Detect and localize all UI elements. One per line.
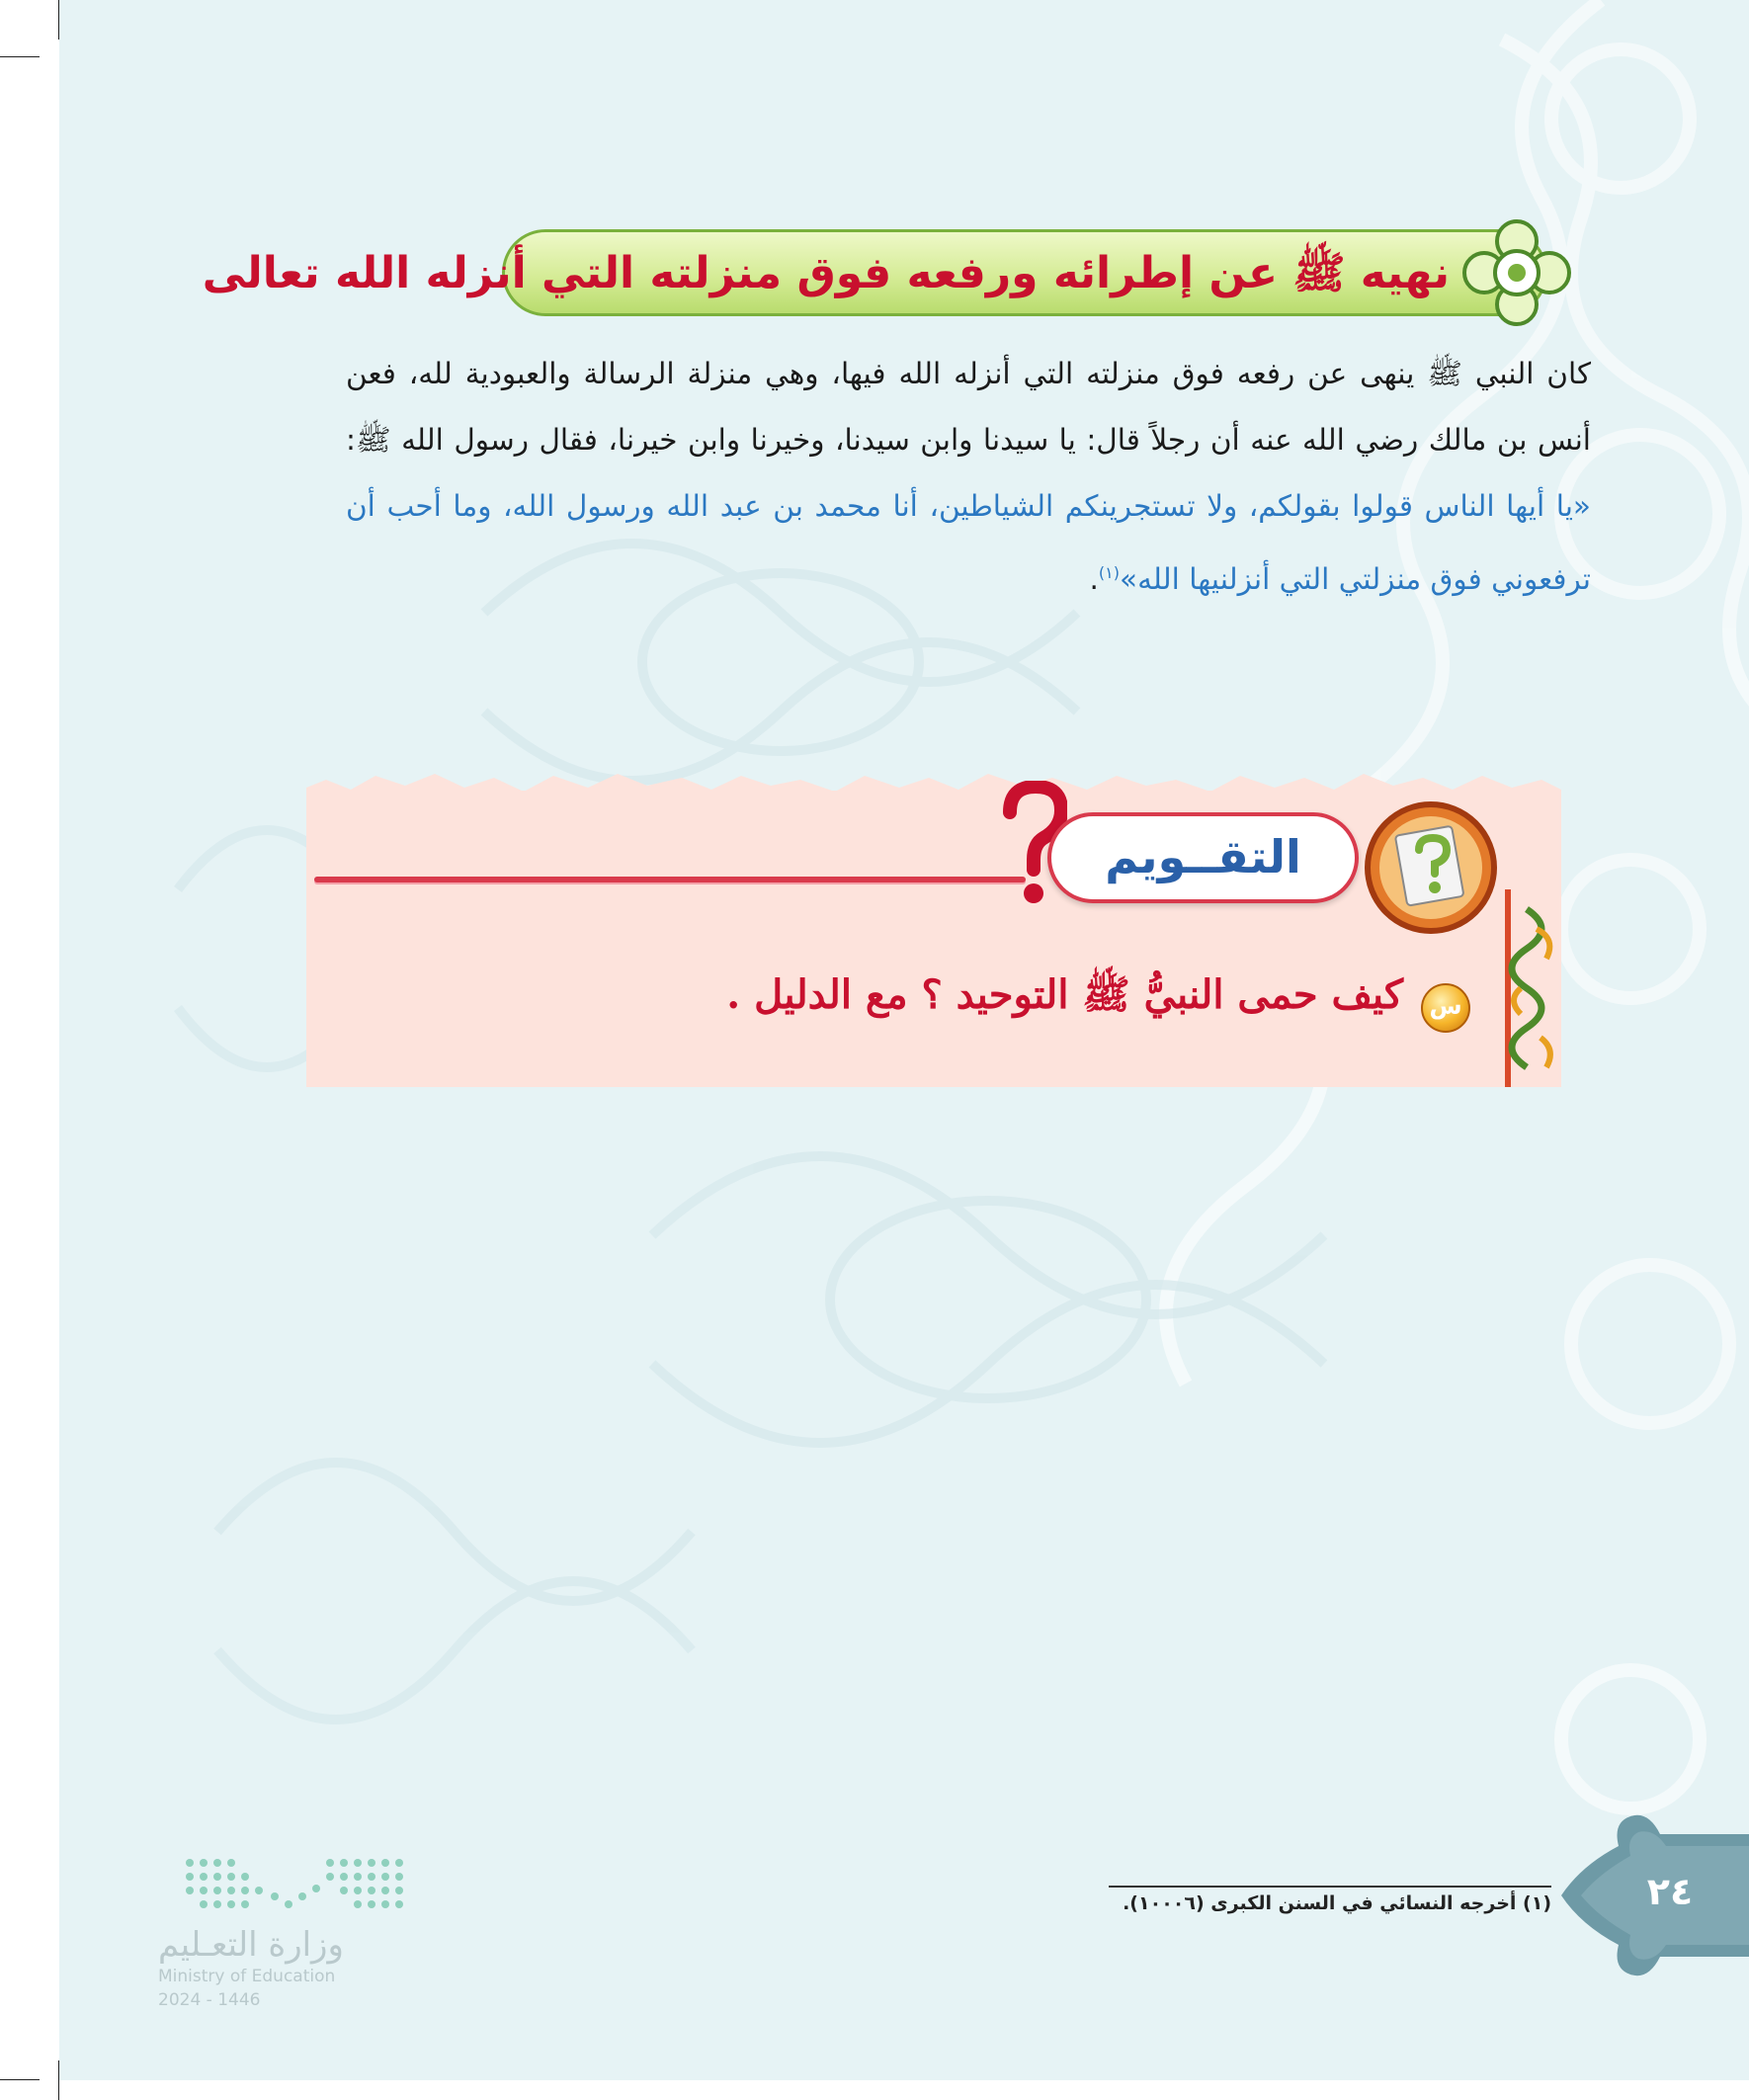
evaluation-title: التقــويم — [1105, 830, 1301, 883]
body-intro-text: كان النبي ﷺ ينهى عن رفعه فوق منزلته التي أنزله الله فيها، وهي منزلة الرسالة والعبودية لله، فعن أنس بن مالك رضي الله عنه أن رجلاً قال: يا سيدنا وابن سيدنا، وخيرنا وابن خيرنا، فقال رسول الله ﷺ: — [346, 357, 1591, 457]
footnote: (١) أخرجه النسائي في السنن الكبرى (١٠٠٠٦). — [1123, 1892, 1551, 1914]
side-vine-ornament-icon — [1497, 889, 1566, 1087]
footnote-reference: (١) — [1098, 563, 1121, 582]
question-badge — [1421, 983, 1470, 1033]
evaluation-badge-icon — [1362, 798, 1500, 937]
evaluation-title-pill — [1047, 812, 1359, 903]
evaluation-divider-rule — [314, 877, 1026, 882]
ministry-logo-dots-icon — [180, 1853, 407, 1922]
evaluation-question: كيف حمى النبيُّ ﷺ التوحيد ؟ مع الدليل . — [726, 971, 1403, 1018]
question-badge-label: س — [1429, 992, 1462, 1020]
hadith-quote: «يا أيها الناس قولوا بقولكم، ولا تستجرينكم الشياطين، أنا محمد بن عبد الله ورسول الله، وما أحب أن ترفعوني فوق منزلتي التي أنزلنيها الله» — [346, 489, 1591, 596]
page — [59, 0, 1749, 2080]
page-number: ٢٤ — [1646, 1870, 1694, 1913]
crop-mark-bottom-left — [0, 2079, 40, 2080]
ministry-name-arabic: وزارة التعـليم — [158, 1925, 344, 1965]
body-paragraph — [346, 341, 1591, 613]
ministry-year: 2024 - 1446 — [158, 1990, 261, 2010]
section-heading: نهيه ﷺ عن إطرائه ورفعه فوق منزلته التي أنزله الله تعالى — [202, 248, 1450, 298]
heading-flower-ornament-icon — [1462, 219, 1571, 326]
footnote-rule — [1109, 1886, 1551, 1888]
heading-banner — [202, 229, 1547, 316]
crop-mark-top-left — [0, 56, 40, 57]
body-end-period: . — [1089, 561, 1099, 596]
ministry-name-english: Ministry of Education — [158, 1967, 336, 1986]
